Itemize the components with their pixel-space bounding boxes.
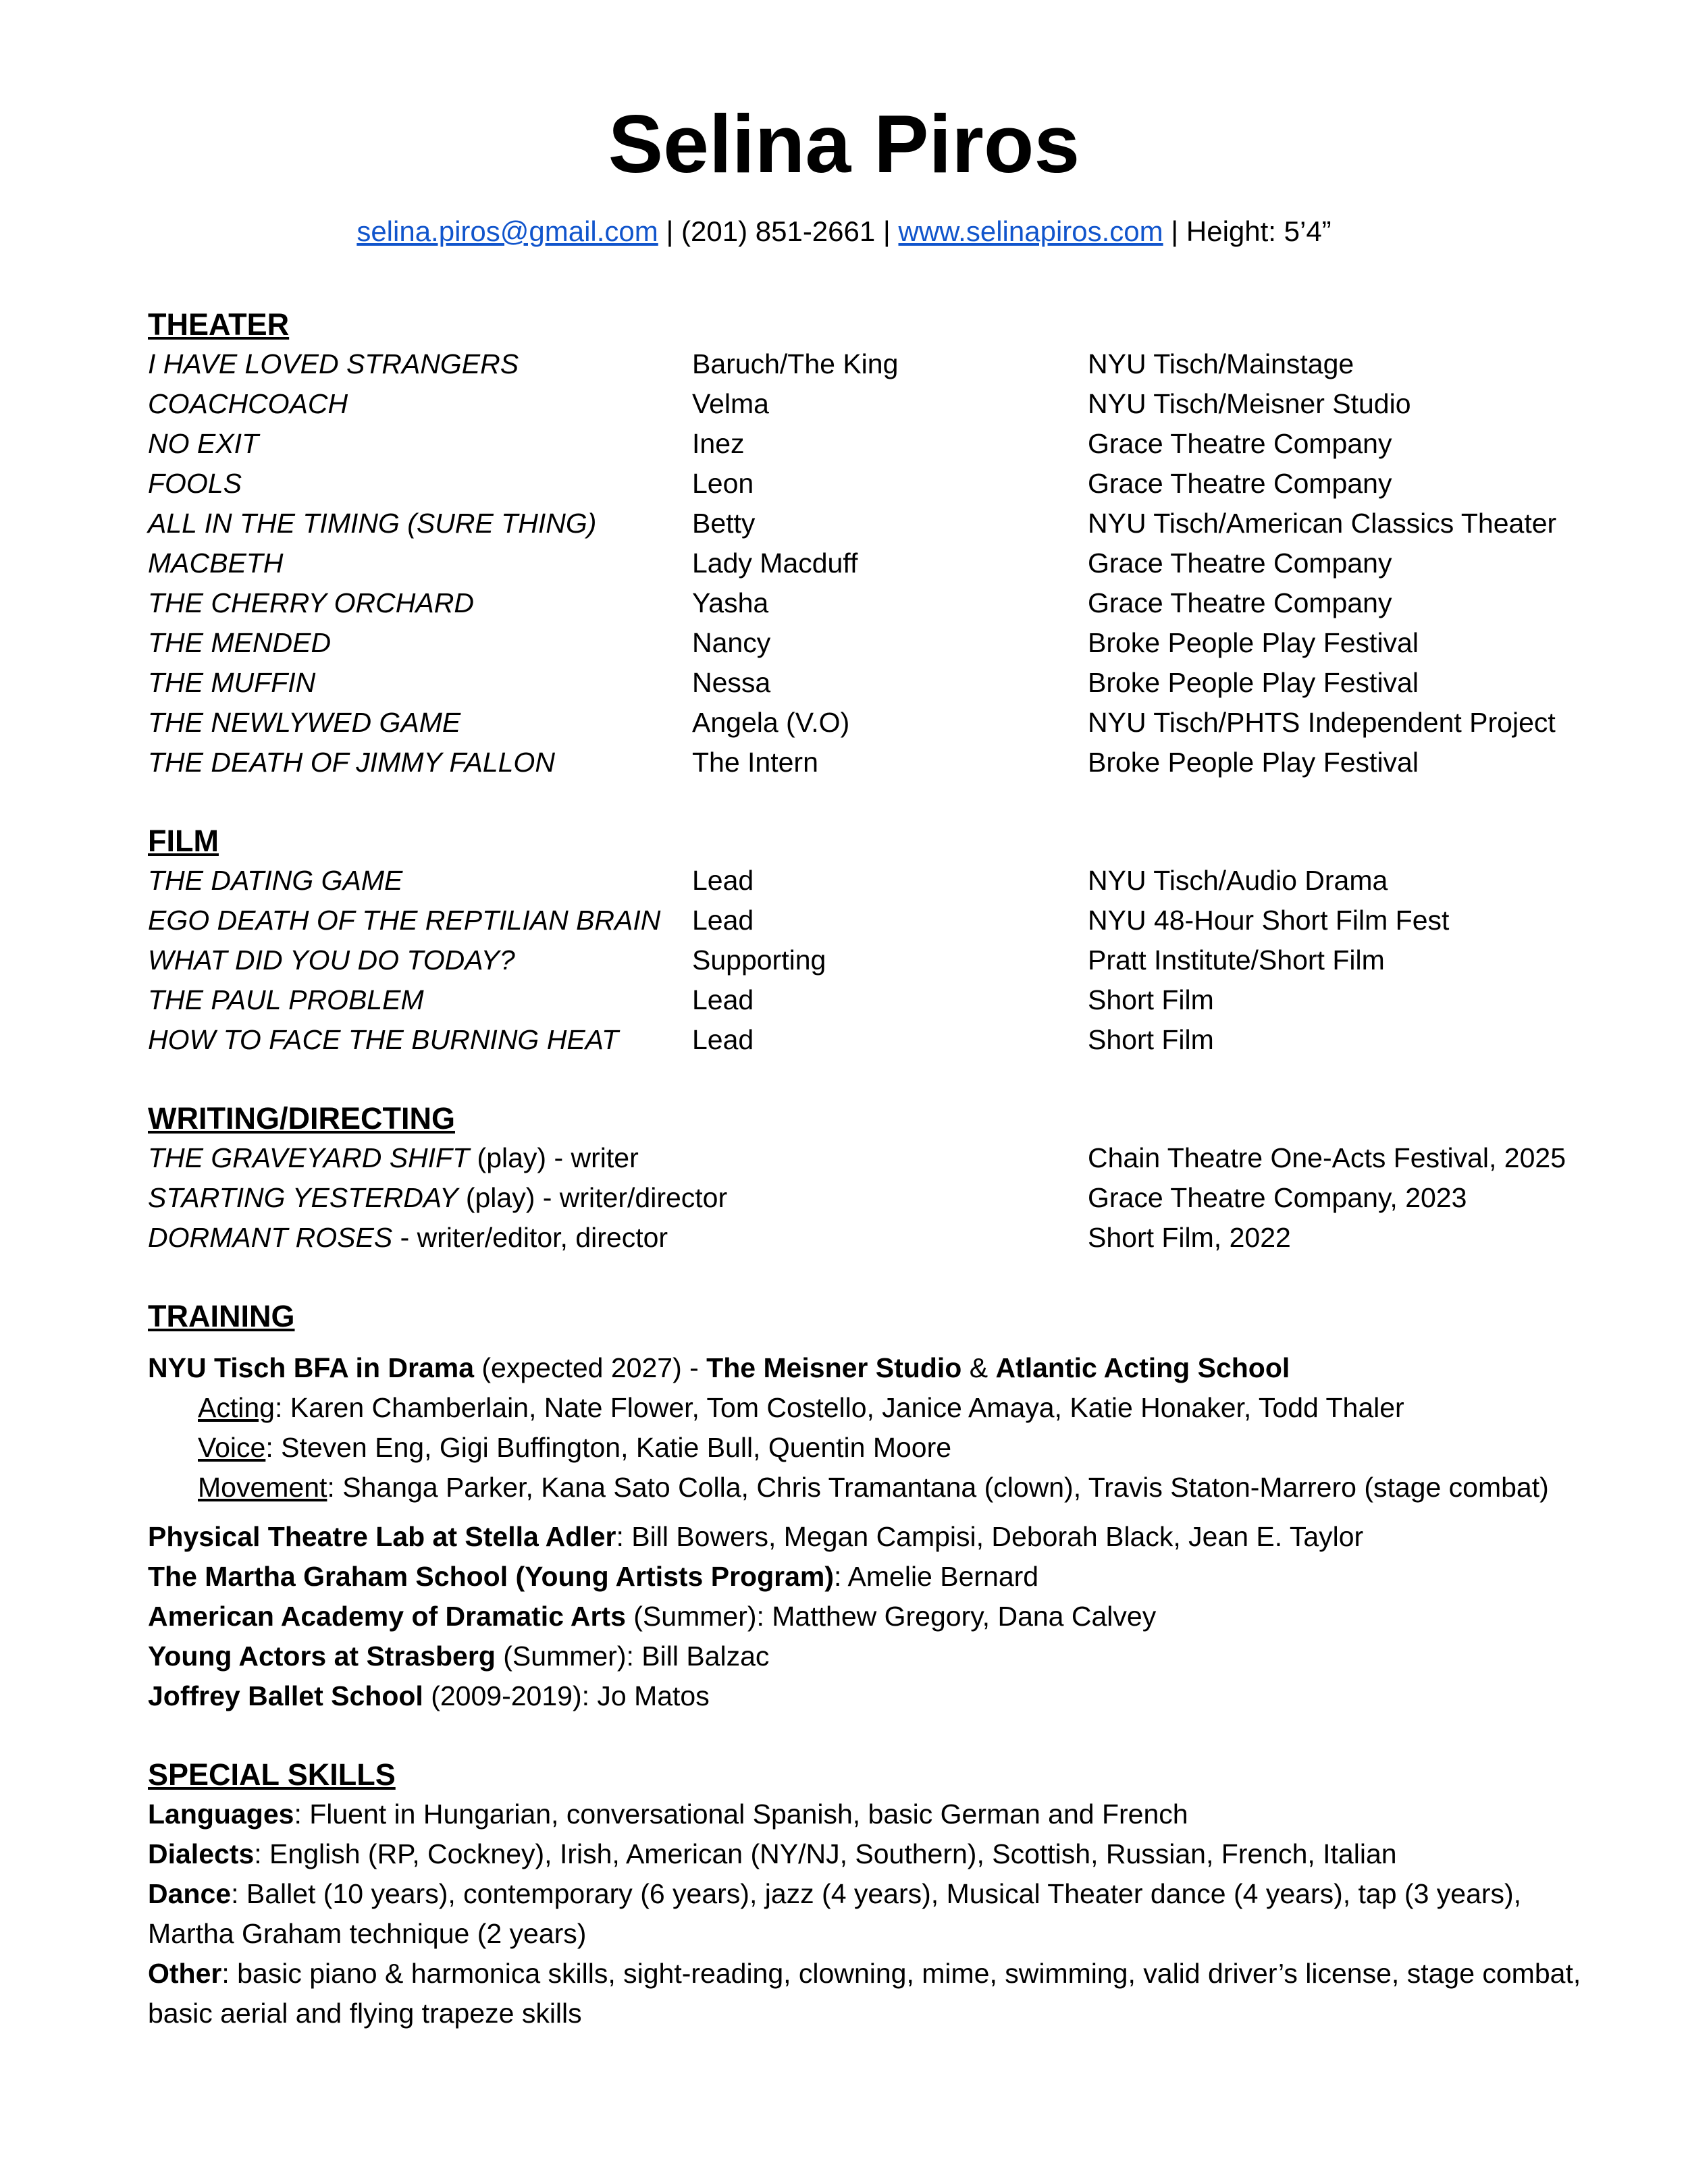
skill-text: : Fluent in Hungarian, conversational Spanish, basic German and French <box>294 1799 1188 1830</box>
credit-title: ALL IN THE TIMING (SURE THING) <box>148 508 597 539</box>
skill-label: Dialects <box>148 1838 255 1869</box>
section-title-training: TRAINING <box>148 1299 295 1333</box>
work-venue: Short Film, 2022 <box>1088 1222 1291 1253</box>
training-school <box>148 1557 1593 1597</box>
credit-role: Lead <box>692 905 754 936</box>
credit-venue: Grace Theatre Company <box>1088 548 1392 579</box>
school-name: American Academy of Dramatic Arts <box>148 1601 626 1632</box>
credit-role: Lady Macduff <box>692 548 858 579</box>
credit-role: Supporting <box>692 944 826 976</box>
expected-date: (expected 2027) - <box>474 1352 707 1383</box>
credit-role: Lead <box>692 865 754 896</box>
credit-title: THE DATING GAME <box>148 865 403 896</box>
credit-role: The Intern <box>692 747 818 778</box>
skill-label: Languages <box>148 1799 294 1830</box>
credit-role: Leon <box>692 468 754 499</box>
skill-item <box>148 1834 1593 1874</box>
credit-venue: Grace Theatre Company <box>1088 428 1392 459</box>
credit-role: Inez <box>692 428 745 459</box>
skill-item <box>148 1954 1593 2033</box>
credit-venue: NYU Tisch/PHTS Independent Project <box>1088 707 1556 738</box>
section-title-film: FILM <box>148 824 219 858</box>
credit-row <box>148 980 1593 1020</box>
work-detail: (play) - writer/director <box>458 1182 728 1213</box>
credit-title: MACBETH <box>148 548 284 579</box>
credit-row <box>148 743 1593 782</box>
credit-row <box>148 1020 1593 1060</box>
training-school <box>148 1597 1593 1636</box>
credit-venue: Pratt Institute/Short Film <box>1088 944 1385 976</box>
credit-venue: Broke People Play Festival <box>1088 667 1419 698</box>
training-school <box>148 1636 1593 1676</box>
work-title: DORMANT ROSES <box>148 1222 393 1253</box>
credit-row <box>148 703 1593 743</box>
credit-role: Yasha <box>692 587 769 618</box>
credit-role: Velma <box>692 388 769 419</box>
credit-role: Lead <box>692 984 754 1015</box>
section-title-writing-directing: WRITING/DIRECTING <box>148 1101 455 1136</box>
credit-venue: NYU Tisch/Audio Drama <box>1088 865 1388 896</box>
phone-number: (201) 851-2661 <box>681 215 876 247</box>
subject-label: Movement <box>198 1472 327 1503</box>
school-name: Physical Theatre Lab at Stella Adler <box>148 1521 616 1552</box>
credit-role: Lead <box>692 1024 754 1055</box>
training-subject <box>148 1468 1593 1508</box>
training-school <box>148 1517 1593 1557</box>
theater-section <box>148 305 1593 782</box>
credit-title: NO EXIT <box>148 428 259 459</box>
credit-row <box>148 663 1593 703</box>
skill-text: : basic piano & harmonica skills, sight-reading, clowning, mime, swimming, valid driver’s license, stage combat, basic aerial and flying trapeze skills <box>148 1958 1581 2029</box>
credit-row <box>148 940 1593 980</box>
credit-venue: NYU 48-Hour Short Film Fest <box>1088 905 1450 936</box>
work-detail: - writer/editor, director <box>392 1222 668 1253</box>
subject-teachers: : Steven Eng, Gigi Buffington, Katie Bull, Quentin Moore <box>265 1432 952 1463</box>
writing-row <box>148 1138 1593 1178</box>
email-link[interactable]: selina.piros@gmail.com <box>357 215 658 247</box>
credit-venue: NYU Tisch/Meisner Studio <box>1088 388 1411 419</box>
skill-label: Dance <box>148 1878 232 1909</box>
credit-title: THE CHERRY ORCHARD <box>148 587 474 618</box>
subject-teachers: : Karen Chamberlain, Nate Flower, Tom Costello, Janice Amaya, Katie Honaker, Todd Thaler <box>274 1392 1404 1423</box>
training-subject <box>148 1428 1593 1468</box>
training-subject <box>148 1388 1593 1428</box>
credit-title: FOOLS <box>148 468 242 499</box>
work-title: STARTING YESTERDAY <box>148 1182 458 1213</box>
school-name: The Martha Graham School (Young Artists Program) <box>148 1561 835 1592</box>
applicant-name: Selina Piros <box>608 98 1080 190</box>
writing-credit <box>148 1138 639 1178</box>
credit-title: HOW TO FACE THE BURNING HEAT <box>148 1024 619 1055</box>
writing-credit <box>148 1218 668 1258</box>
contact-line <box>0 215 1688 248</box>
credit-row <box>148 583 1593 623</box>
credit-title: I HAVE LOVED STRANGERS <box>148 348 519 379</box>
school-teachers: (2009-2019): Jo Matos <box>423 1680 710 1711</box>
credit-row <box>148 543 1593 583</box>
school-teachers: : Bill Bowers, Megan Campisi, Deborah Black, Jean E. Taylor <box>616 1521 1364 1552</box>
section-title-special-skills: SPECIAL SKILLS <box>148 1757 396 1792</box>
credit-row <box>148 901 1593 940</box>
subject-label: Voice <box>198 1432 266 1463</box>
credit-role: Betty <box>692 508 756 539</box>
work-detail: (play) - writer <box>469 1142 639 1173</box>
school-teachers: (Summer): Bill Balzac <box>495 1641 770 1672</box>
credit-row <box>148 384 1593 424</box>
credit-row <box>148 424 1593 464</box>
height-info: Height: 5’4” <box>1186 215 1331 247</box>
school-teachers: : Amelie Bernard <box>834 1561 1039 1592</box>
skill-text: : Ballet (10 years), contemporary (6 years), jazz (4 years), Musical Theater dance (4 years), tap (3 years), Martha Graham technique (2 years) <box>148 1878 1522 1949</box>
writing-directing-section <box>148 1099 1593 1258</box>
skill-label: Other <box>148 1958 222 1989</box>
training-school <box>148 1676 1593 1716</box>
credit-role: Nancy <box>692 627 771 658</box>
separator: | <box>658 215 682 247</box>
special-skills-section <box>148 1755 1593 2033</box>
training-section <box>148 1297 1593 1716</box>
credit-row <box>148 344 1593 384</box>
credit-title: COACHCOACH <box>148 388 348 419</box>
separator: | <box>875 215 899 247</box>
credit-row <box>148 504 1593 543</box>
studio-name: The Meisner Studio <box>706 1352 962 1383</box>
credit-title: THE PAUL PROBLEM <box>148 984 424 1015</box>
credit-role: Baruch/The King <box>692 348 899 379</box>
writing-row <box>148 1218 1593 1258</box>
credit-role: Angela (V.O) <box>692 707 850 738</box>
credit-title: EGO DEATH OF THE REPTILIAN BRAIN <box>148 905 661 936</box>
separator: | <box>1163 215 1186 247</box>
school-name: Joffrey Ballet School <box>148 1680 423 1711</box>
credit-venue: Short Film <box>1088 984 1214 1015</box>
school-name: Young Actors at Strasberg <box>148 1641 496 1672</box>
writing-row <box>148 1178 1593 1218</box>
credit-title: THE MUFFIN <box>148 667 316 698</box>
credit-title: THE NEWLYWED GAME <box>148 707 461 738</box>
credit-row <box>148 464 1593 504</box>
credit-title: WHAT DID YOU DO TODAY? <box>148 944 515 976</box>
credit-venue: Grace Theatre Company <box>1088 468 1392 499</box>
credit-venue: Broke People Play Festival <box>1088 627 1419 658</box>
skill-text: : English (RP, Cockney), Irish, American (NY/NJ, Southern), Scottish, Russian, French, Italian <box>254 1838 1397 1869</box>
credit-title: THE MENDED <box>148 627 332 658</box>
work-title: THE GRAVEYARD SHIFT <box>148 1142 470 1173</box>
spacer <box>148 1508 1593 1517</box>
skill-item <box>148 1794 1593 1834</box>
ampersand: & <box>961 1352 996 1383</box>
writing-credit <box>148 1178 727 1218</box>
skill-item <box>148 1874 1593 1954</box>
film-section <box>148 822 1593 1060</box>
subject-label: Acting <box>198 1392 275 1423</box>
work-venue: Chain Theatre One-Acts Festival, 2025 <box>1088 1142 1566 1173</box>
section-title-theater: THEATER <box>148 307 290 342</box>
work-venue: Grace Theatre Company, 2023 <box>1088 1182 1467 1213</box>
credit-row <box>148 861 1593 901</box>
credit-row <box>148 623 1593 663</box>
resume-content <box>148 305 1593 2073</box>
credit-venue: Broke People Play Festival <box>1088 747 1419 778</box>
credit-venue: Short Film <box>1088 1024 1214 1055</box>
credit-venue: NYU Tisch/Mainstage <box>1088 348 1354 379</box>
credit-role: Nessa <box>692 667 771 698</box>
credit-venue: NYU Tisch/American Classics Theater <box>1088 508 1557 539</box>
credit-title: THE DEATH OF JIMMY FALLON <box>148 747 555 778</box>
subject-teachers: : Shanga Parker, Kana Sato Colla, Chris Tramantana (clown), Travis Staton-Marrero (stage combat) <box>327 1472 1549 1503</box>
school-teachers: (Summer): Matthew Gregory, Dana Calvey <box>625 1601 1157 1632</box>
school-name: NYU Tisch BFA in Drama <box>148 1352 475 1383</box>
website-link[interactable]: www.selinapiros.com <box>898 215 1163 247</box>
training-nyu <box>148 1348 1593 1388</box>
studio-name: Atlantic Acting School <box>995 1352 1290 1383</box>
credit-venue: Grace Theatre Company <box>1088 587 1392 618</box>
